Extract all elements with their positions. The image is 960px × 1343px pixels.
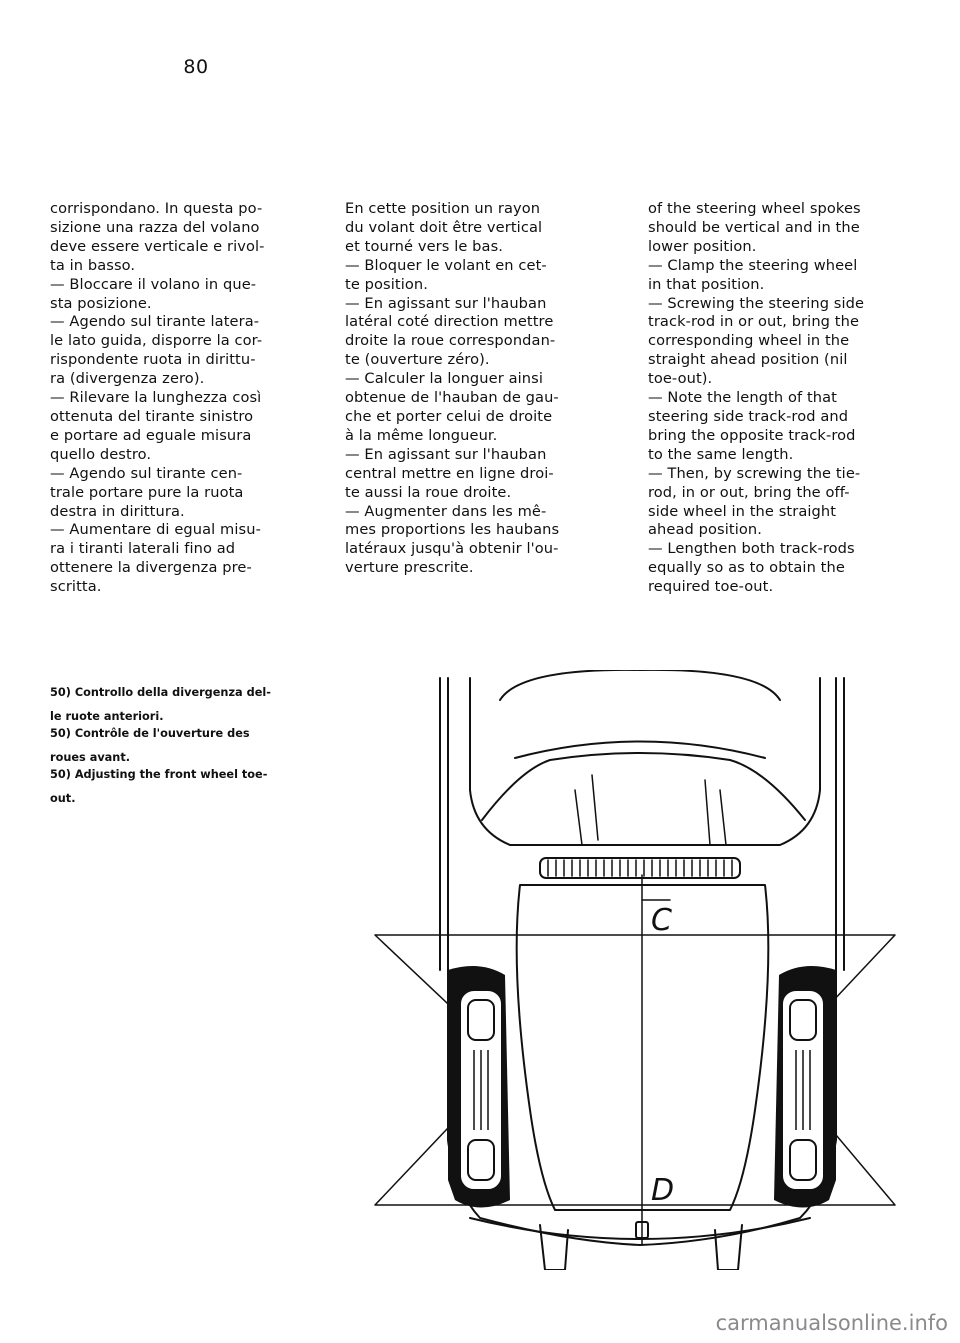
text-line: En cette position un rayon (345, 200, 541, 217)
text-line: in that position. (648, 275, 765, 293)
text-line: — Rilevare la lunghezza così (50, 389, 262, 407)
text-line: of the steering wheel spokes (648, 200, 861, 217)
text-line: — Aumentare di egual misu- (50, 521, 261, 539)
text-line: du volant doit être vertical (345, 218, 543, 236)
text-line: roues avant. (50, 750, 131, 764)
text-line: lower position. (648, 237, 757, 255)
text-line: — En agissant sur l'hauban (345, 445, 547, 463)
text-line: straight ahead position (nil (648, 351, 848, 369)
watermark: carmanualsonline.info (715, 1311, 948, 1335)
text-line: — Note the length of that (648, 389, 838, 407)
text-line: 50) Adjusting the front wheel toe- (50, 768, 268, 782)
text-line: ottenuta del tirante sinistro (50, 407, 254, 425)
text-line: — Augmenter dans les mê- (345, 502, 547, 520)
text-line: — Agendo sul tirante cen- (50, 464, 243, 482)
text-line: sizione una razza del volano (50, 218, 260, 236)
text-line: 50) Contrôle de l'ouverture des (50, 727, 250, 741)
text-line: 50) Controllo della divergenza del- (50, 686, 271, 700)
text-line: à la même longueur. (345, 426, 498, 444)
page-number: 80 (183, 56, 209, 78)
text-line: te position. (345, 275, 428, 293)
text-line: toe-out). (648, 370, 713, 388)
text-line: deve essere verticale e rivol- (50, 237, 265, 255)
text-line: scritta. (50, 578, 102, 596)
text-line: — Bloquer le volant en cet- (345, 256, 547, 274)
windshield (470, 678, 820, 845)
text-line: — Agendo sul tirante latera- (50, 313, 260, 331)
text-line: equally so as to obtain the (648, 559, 845, 577)
text-line: ta in basso. (50, 256, 136, 274)
text-line: et tourné vers le bas. (345, 237, 504, 255)
text-line: central mettre en ligne droi- (345, 464, 554, 482)
text-line: droite la roue correspondan- (345, 332, 556, 350)
text-line: — Clamp the steering wheel (648, 256, 858, 274)
english-text-column (648, 200, 912, 597)
cowl-grille (540, 858, 740, 878)
text-line: ottenere la divergenza pre- (50, 559, 252, 577)
text-line: mes proportions les haubans (345, 521, 560, 539)
text-line: should be vertical and in the (648, 218, 860, 236)
text-line: — Screwing the steering side (648, 294, 865, 312)
text-line: obtenue de l'hauban de gau- (345, 389, 559, 407)
text-line: out. (50, 791, 76, 805)
text-line: steering side track-rod and (648, 407, 849, 425)
text-line: verture prescrite. (345, 559, 474, 577)
italian-text-column (50, 200, 318, 597)
text-line: — En agissant sur l'hauban (345, 294, 547, 312)
figure-caption-english (50, 758, 318, 816)
text-line: ra (divergenza zero). (50, 370, 205, 388)
left-front-wheel (460, 990, 502, 1190)
text-line: ahead position. (648, 521, 762, 539)
text-line: bring the opposite track-rod (648, 426, 856, 444)
text-line: track-rod in or out, bring the (648, 313, 860, 331)
text-line: side wheel in the straight (648, 502, 837, 520)
text-line: latéraux jusqu'à obtenir l'ou- (345, 540, 559, 558)
text-line: e portare ad eguale misura (50, 426, 252, 444)
text-line: le lato guida, disporre la cor- (50, 332, 263, 350)
text-line: trale portare pure la ruota (50, 483, 244, 501)
text-line: le ruote anteriori. (50, 709, 164, 723)
text-line: destra in dirittura. (50, 502, 185, 520)
text-line: — Then, by screwing the tie- (648, 464, 861, 482)
text-line: sta posizione. (50, 294, 152, 312)
text-line: ra i tiranti laterali fino ad (50, 540, 236, 558)
text-line: te aussi la roue droite. (345, 483, 512, 501)
text-line: rod, in or out, bring the off- (648, 483, 850, 501)
text-line: che et porter celui de droite (345, 407, 553, 425)
text-line: required toe-out. (648, 578, 774, 596)
text-line: — Bloccare il volano in que- (50, 275, 257, 293)
text-line: corresponding wheel in the (648, 332, 850, 350)
text-line: latéral coté direction mettre (345, 313, 554, 331)
text-line: — Calculer la longuer ainsi (345, 370, 543, 388)
text-line: quello destro. (50, 445, 152, 463)
figure-label-d: D (651, 1173, 675, 1208)
text-line: to the same length. (648, 445, 794, 463)
figure-label-c: C (651, 903, 672, 938)
text-line: corrispondano. In questa po- (50, 200, 263, 217)
french-text-column (345, 200, 615, 578)
text-line: — Lengthen both track-rods (648, 540, 855, 558)
text-line: rispondente ruota in dirittu- (50, 351, 256, 369)
text-line: te (ouverture zéro). (345, 351, 490, 369)
right-front-wheel (782, 990, 824, 1190)
car-front-toe-out-diagram (370, 670, 900, 1270)
